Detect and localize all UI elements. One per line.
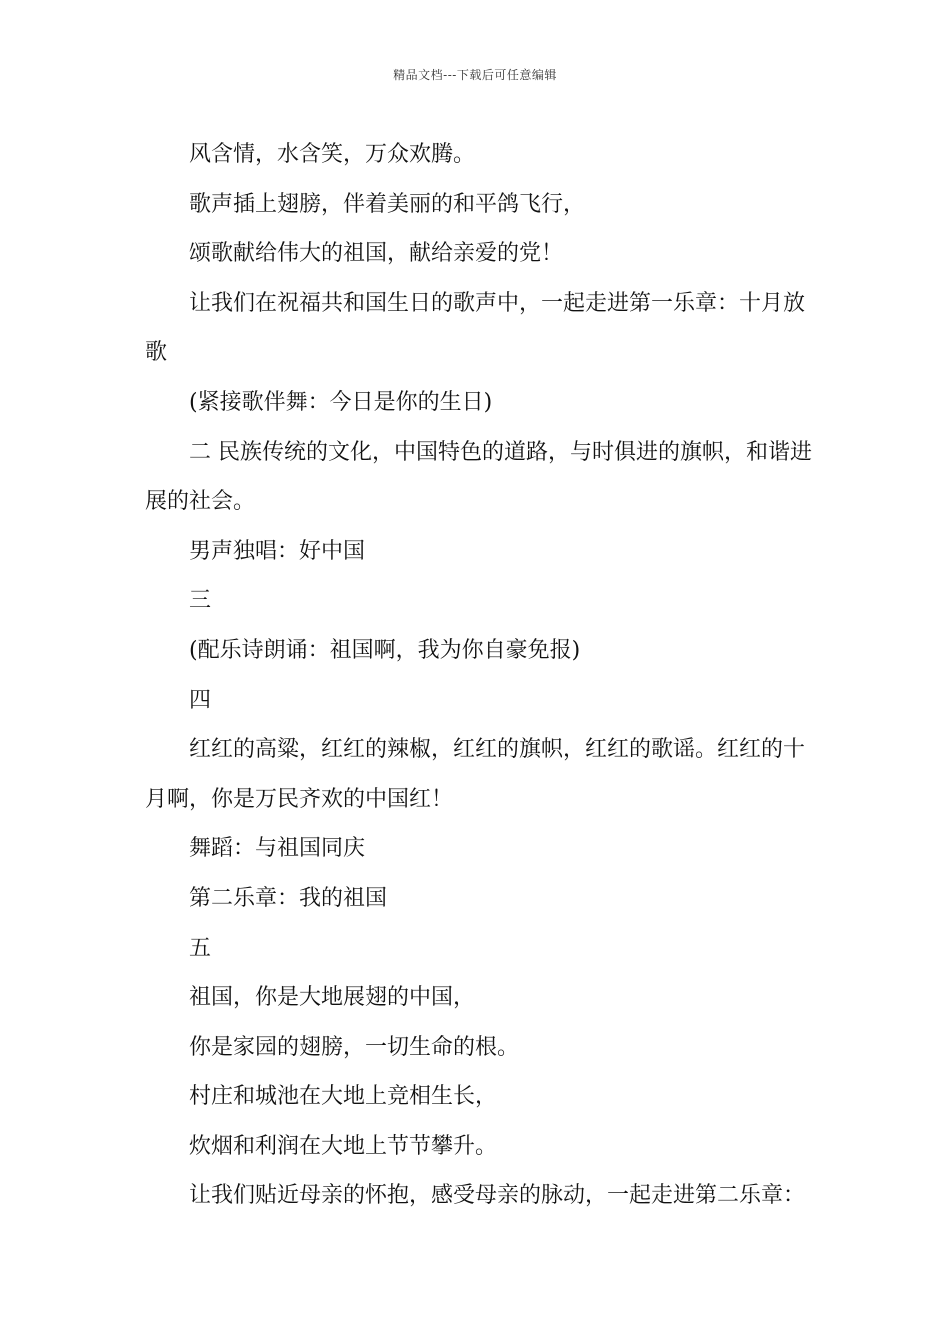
- paragraph-1: 风含情，水含笑，万众欢腾。: [189, 142, 476, 167]
- paragraph-2: 歌声插上翅膀，伴着美丽的和平鸽飞行，: [189, 191, 586, 217]
- paragraph-17: 村庄和城池在大地上竞相生长，: [189, 1084, 498, 1110]
- paragraph-11: 红红的高粱，红红的辣椒，红红的旗帜，红红的歌谣。红红的十月啊，你是万民齐欢的中国红！: [145, 737, 806, 812]
- paragraph-4: 让我们在祝福共和国生日的歌声中，一起走进第一乐章：十月放歌: [145, 290, 806, 366]
- paragraph-19: 让我们贴近母亲的怀抱，感受母亲的脉动，一起走进第二乐章：: [189, 1183, 806, 1209]
- paragraph-12: 舞蹈：与祖国同庆: [189, 836, 366, 862]
- paragraph-18: 炊烟和利润在大地上节节攀升。: [189, 1133, 498, 1159]
- paragraph-6: 二 民族传统的文化，中国特色的道路，与时俱进的旗帜，和谐进展的社会。: [145, 439, 812, 515]
- paragraph-3: 颂歌献给伟大的祖国，献给亲爱的党！: [189, 241, 564, 267]
- paragraph-16: 你是家园的翅膀，一切生命的根。: [189, 1034, 520, 1060]
- paragraph-5: (紧接歌伴舞：今日是你的生日): [189, 389, 493, 415]
- paragraph-15: 祖国，你是大地展翅的中国，: [189, 985, 476, 1011]
- paragraph-10: 四: [189, 687, 212, 713]
- document-body: [145, 130, 825, 1221]
- page-header: 精品文档---下载后可任意编辑: [393, 68, 557, 82]
- paragraph-14: 五: [189, 935, 212, 961]
- paragraph-8: 三: [189, 588, 212, 614]
- paragraph-13: 第二乐章：我的祖国: [189, 885, 388, 911]
- paragraph-7: 男声独唱：好中国: [189, 538, 366, 564]
- paragraph-9: (配乐诗朗诵：祖国啊，我为你自豪免报): [189, 637, 581, 663]
